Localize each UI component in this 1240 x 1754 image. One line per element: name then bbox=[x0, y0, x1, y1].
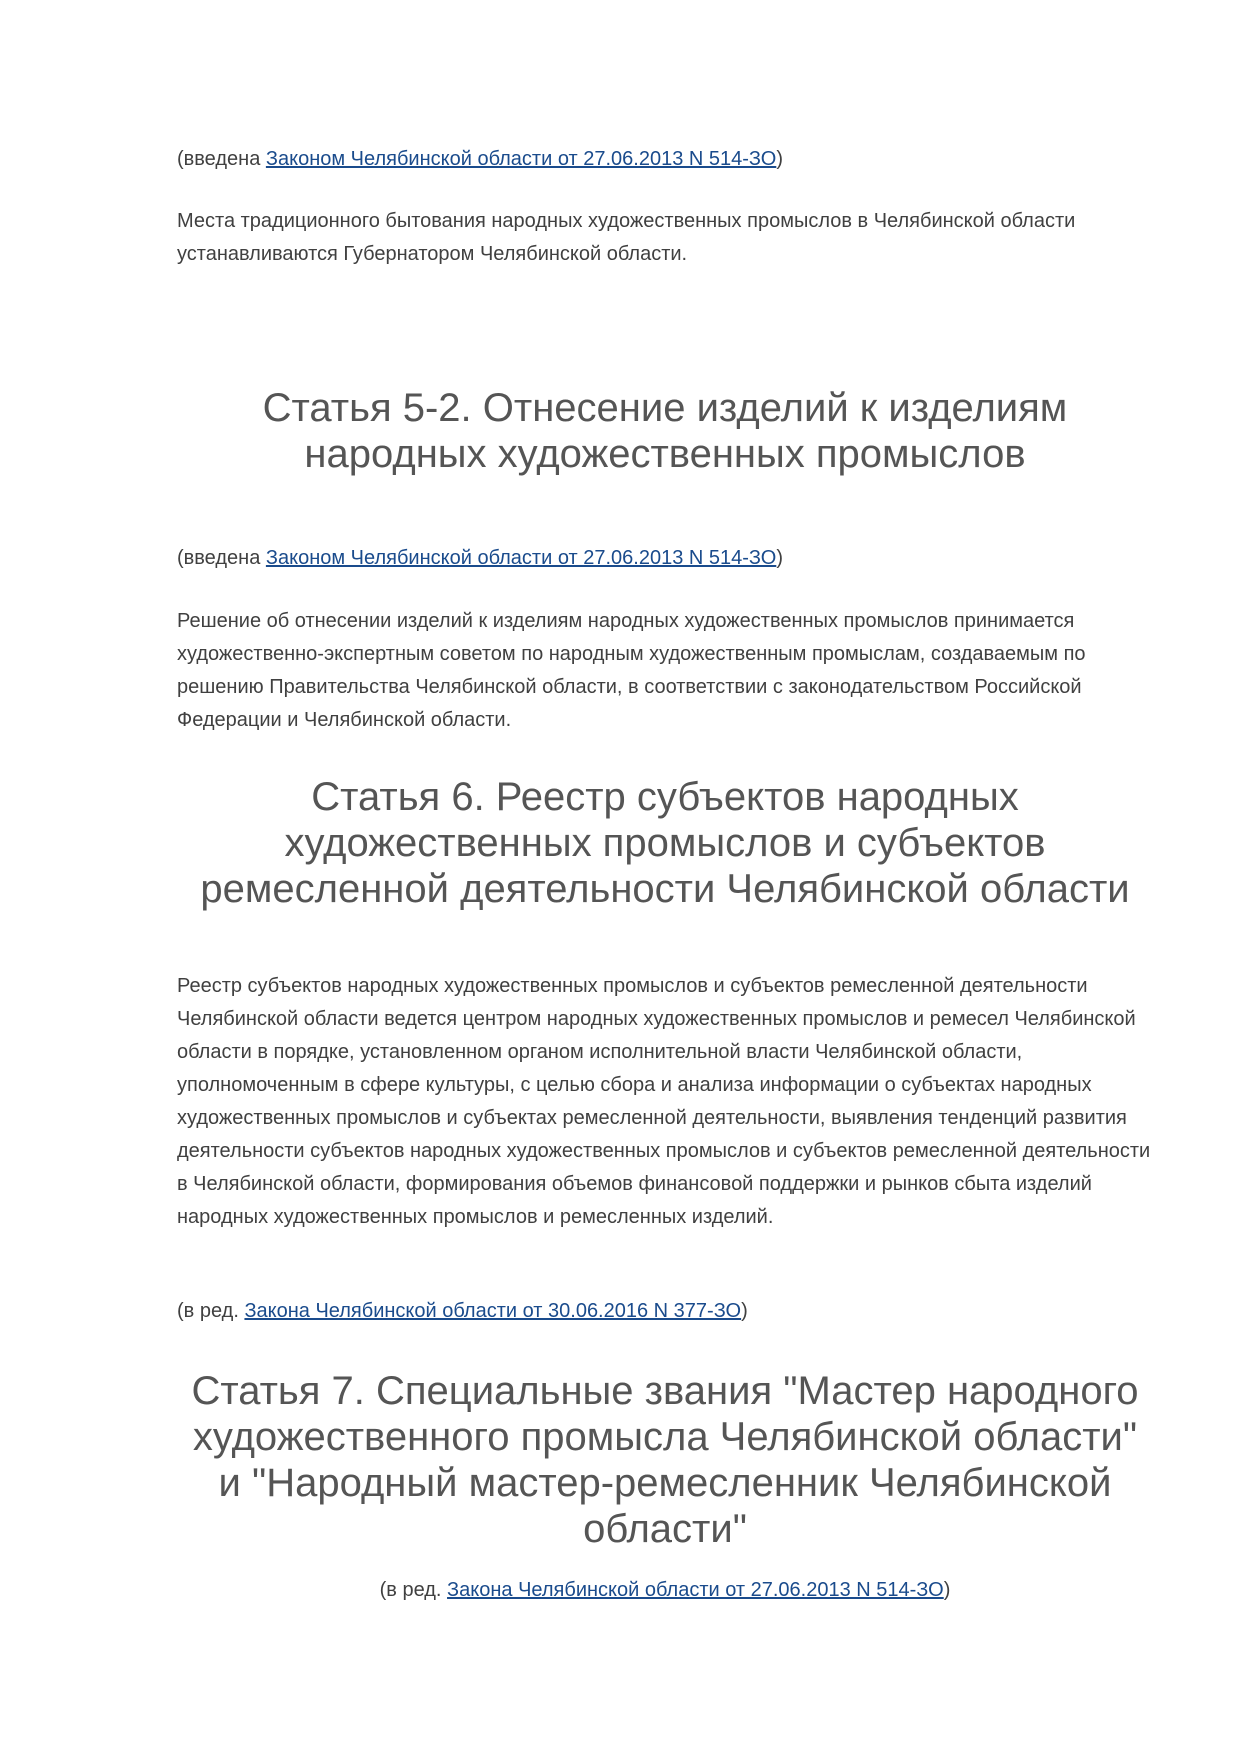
note-suffix: ) bbox=[776, 547, 783, 569]
paragraph-places: Места традиционного бытования народных художественных промыслов в Челябинской области устанавливаются Губернатором Челябинской области. bbox=[177, 210, 1076, 265]
note-suffix: ) bbox=[943, 1579, 951, 1601]
note-prefix: (введена bbox=[177, 547, 266, 569]
heading-line: Статья 6. Реестр субъектов народных bbox=[311, 775, 1019, 819]
amendment-note-3 bbox=[177, 1295, 1157, 1328]
amendment-note-4 bbox=[160, 1574, 1170, 1607]
heading-line: Статья 5-2. Отнесение изделий к изделиям bbox=[262, 386, 1068, 430]
note-suffix: ) bbox=[741, 1300, 748, 1322]
note-prefix: (в ред. bbox=[379, 1579, 448, 1601]
heading-line: ремесленной деятельности Челябинской области bbox=[200, 867, 1130, 911]
paragraph-decision: Решение об отнесении изделий к изделиям народных художественных промыслов принимается художественно-экспертным советом по народным художественным промыслам, создаваемым по решению Правительства Челябинской области, в соответствии с законодательством Российской Федерации и Челябинской области. bbox=[177, 610, 1086, 731]
heading-line: художественных промыслов и субъектов bbox=[284, 821, 1046, 865]
heading-article-5-2 bbox=[160, 385, 1170, 477]
amendment-note-1 bbox=[177, 143, 1157, 176]
heading-article-7 bbox=[160, 1368, 1170, 1552]
law-link-514-zo[interactable]: Законом Челябинской области от 27.06.2013 N 514-ЗО bbox=[265, 547, 777, 569]
note-prefix: (в ред. bbox=[177, 1300, 245, 1322]
heading-line: народных художественных промыслов bbox=[304, 432, 1026, 476]
amendment-note-2 bbox=[177, 542, 1157, 575]
paragraph-registry: Реестр субъектов народных художественных промыслов и субъектов ремесленной деятельности Челябинской области ведется центром народных художественных промыслов и ремесел Челябинской области в порядке, установленном органом исполнительной власти Челябинской области, уполномоченным в сфере культуры, с целью сбора и анализа информации о субъектах народных художественных промыслов и субъектах ремесленной деятельности, выявления тенденций развития деятельности субъектов народных художественных промыслов и субъектов ремесленной деятельности в Челябинской области, формирования объемов финансовой поддержки и рынков сбыта изделий народных художественных промыслов и ремесленных изделий. bbox=[177, 975, 1151, 1228]
law-link-514-zo[interactable]: Закона Челябинской области от 27.06.2013 N 514-ЗО bbox=[447, 1579, 944, 1601]
heading-line: и "Народный мастер-ремесленник Челябинской bbox=[218, 1461, 1112, 1505]
note-suffix: ) bbox=[776, 148, 783, 170]
heading-article-6 bbox=[160, 774, 1170, 912]
law-link-514-zo[interactable]: Законом Челябинской области от 27.06.2013 N 514-ЗО bbox=[265, 148, 777, 170]
heading-line: Статья 7. Специальные звания "Мастер народного bbox=[191, 1369, 1139, 1413]
note-prefix: (введена bbox=[177, 148, 266, 170]
heading-line: художественного промысла Челябинской области" bbox=[192, 1415, 1138, 1459]
heading-line: области" bbox=[583, 1507, 747, 1551]
law-link-377-zo[interactable]: Закона Челябинской области от 30.06.2016 N 377-ЗО bbox=[244, 1300, 742, 1322]
